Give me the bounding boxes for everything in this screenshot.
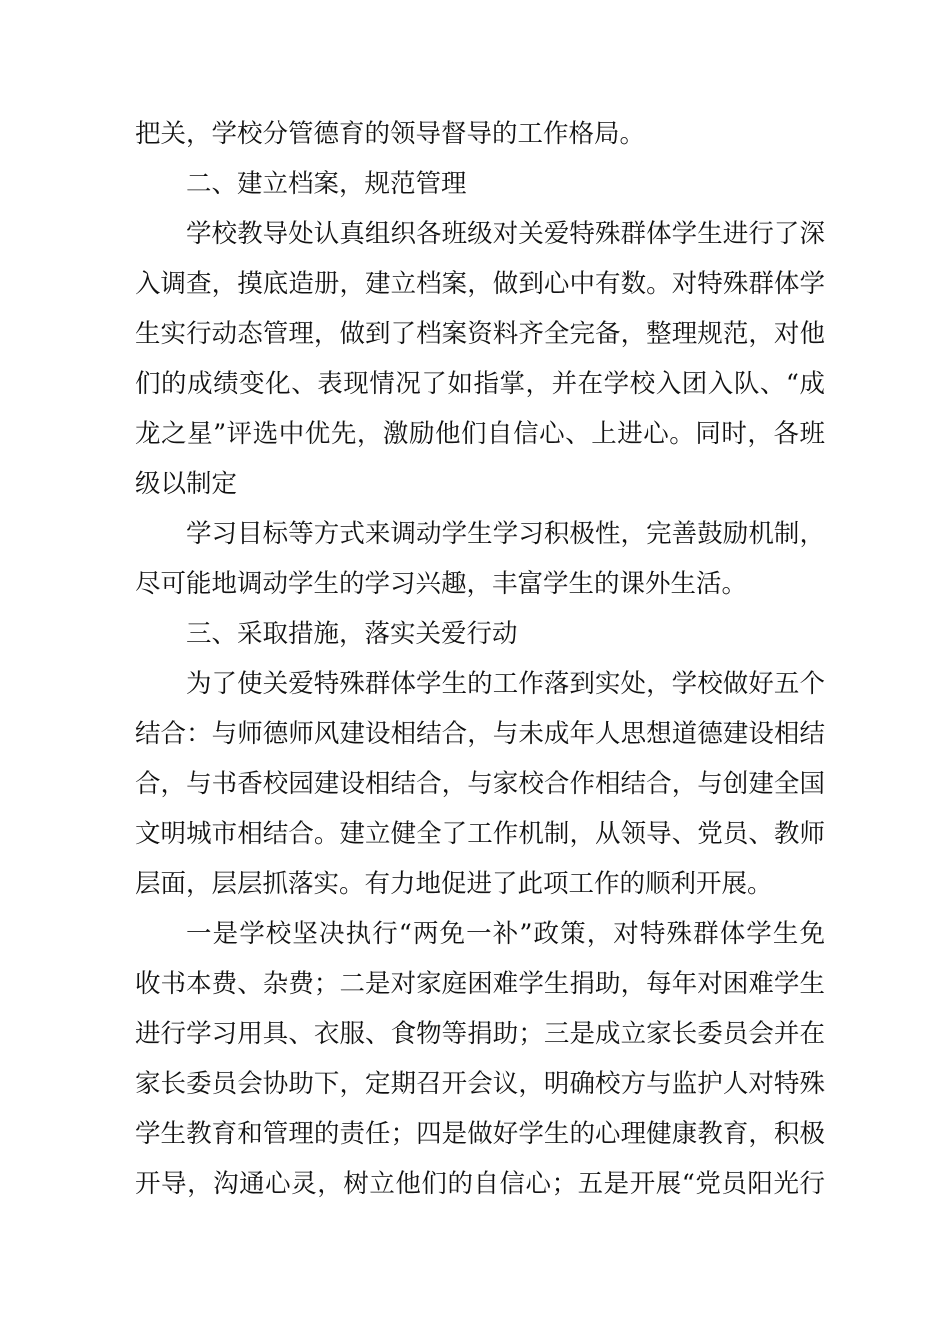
- text-line: 龙之星”评选中优先，激励他们自信心、上进心。同时，各班: [135, 419, 825, 449]
- text-line: 为了使关爱特殊群体学生的工作落到实处，学校做好五个: [186, 669, 825, 699]
- text-line: 把关，学校分管德育的领导督导的工作格局。: [135, 119, 646, 149]
- text-line: 层面，层层抓落实。有力地促进了此项工作的顺利开展。: [135, 869, 773, 899]
- section-heading: 三、采取措施，落实关爱行动: [186, 619, 518, 649]
- text-line: 级以制定: [135, 469, 238, 499]
- text-line: 合，与书香校园建设相结合，与家校合作相结合，与创建全国: [135, 769, 825, 799]
- text-line: 文明城市相结合。建立健全了工作机制，从领导、党员、教师: [135, 819, 825, 849]
- text-line: 结合：与师德师风建设相结合，与未成年人思想道德建设相结: [135, 719, 825, 749]
- text-line: 开导，沟通心灵，树立他们的自信心；五是开展“党员阳光行: [135, 1169, 825, 1199]
- section-heading: 二、建立档案，规范管理: [186, 169, 467, 199]
- text-line: 学生教育和管理的责任；四是做好学生的心理健康教育，积极: [135, 1119, 825, 1149]
- text-line: 学习目标等方式来调动学生学习积极性，完善鼓励机制，: [186, 519, 825, 549]
- text-line: 收书本费、杂费；二是对家庭困难学生捐助，每年对困难学生: [135, 969, 825, 999]
- text-line: 一是学校坚决执行“两免一补”政策，对特殊群体学生免: [186, 919, 825, 949]
- text-line: 尽可能地调动学生的学习兴趣，丰富学生的课外生活。: [135, 569, 748, 599]
- text-line: 家长委员会协助下，定期召开会议，明确校方与监护人对特殊: [135, 1069, 825, 1099]
- text-line: 学校教导处认真组织各班级对关爱特殊群体学生进行了深: [186, 219, 825, 249]
- text-line: 进行学习用具、衣服、食物等捐助；三是成立家长委员会并在: [135, 1019, 825, 1049]
- text-line: 们的成绩变化、表现情况了如指掌，并在学校入团入队、“成: [135, 369, 825, 399]
- text-line: 入调查，摸底造册，建立档案，做到心中有数。对特殊群体学: [135, 269, 825, 299]
- text-line: 生实行动态管理，做到了档案资料齐全完备，整理规范，对他: [135, 319, 825, 349]
